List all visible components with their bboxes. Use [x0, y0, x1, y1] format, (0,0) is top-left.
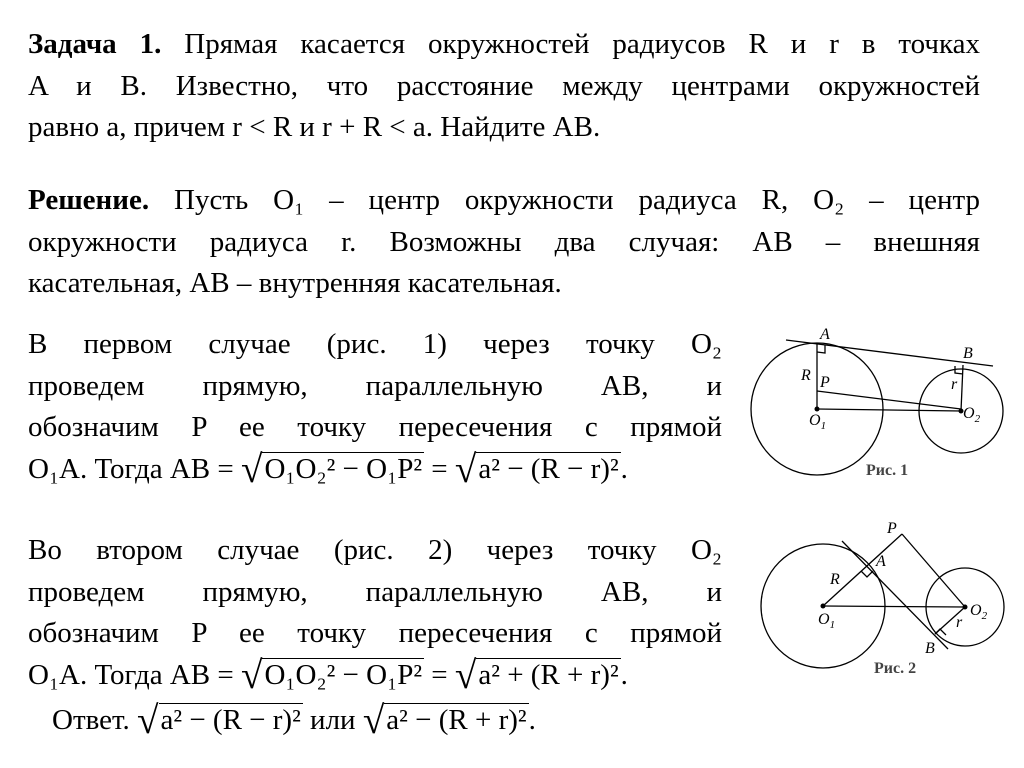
figure-1-label-O2: $O_2$: [963, 405, 981, 425]
figure-2-point-O2: [963, 605, 968, 610]
figure-1-parallel-line: [817, 391, 961, 409]
figure-2-label-O1: $O_1$: [818, 611, 836, 631]
case-1-radical-lhs: √O₁O₂² − O₁P²: [241, 447, 423, 491]
case-2-line-4-prefix: O₁A. Тогда AB =: [28, 658, 234, 691]
case-1-text: [28, 324, 722, 490]
figure-2-label-P: P: [887, 520, 897, 537]
figure-2-label-B: B: [925, 640, 935, 657]
case-2-formula-rhs: a² + (R + r)²: [478, 658, 619, 691]
problem-line-1: Прямая касается окружностей радиусов R и r в точках: [184, 28, 981, 60]
case-2-formula-line: O₁A. Тогда AB = √O₁O₂² − O₁P² = √a² + (R + r)².: [28, 653, 628, 697]
answer-value-1: a² − (R − r)²: [160, 704, 301, 736]
answer-line: Ответ. √a² − (R − r)² или √a² − (R + r)².: [52, 699, 536, 742]
case-1-formula-lhs: O₁O₂² − O₁P²: [264, 452, 423, 485]
problem-line-3: равно a, причем r < R и r + R < a. Найдите AB.: [28, 111, 601, 143]
figure-1-label-r: r: [951, 376, 958, 393]
figure-2-label-O2: $O_2$: [970, 602, 988, 622]
case-2-line-1: Во втором случае (рис. 2) через точку O₂: [28, 534, 722, 566]
figure-1-right-angle-B: [955, 366, 963, 374]
case-1-line-4-prefix: O₁A. Тогда AB =: [28, 452, 234, 485]
figure-1-point-O1: [815, 407, 820, 412]
case-2-line-3: обозначим P ее точку пересечения с прямой: [28, 617, 722, 649]
figure-2-caption: Рис. 2: [874, 660, 917, 677]
case-1-line-2: проведем прямую, параллельную AB, и: [28, 369, 722, 402]
case-1-radical-rhs: √a² − (R − r)²: [454, 447, 619, 491]
solution-intro: [28, 180, 980, 305]
figure-1-label-B: B: [963, 345, 973, 362]
case-1-line-3: обозначим P ее точку пересечения с прямой: [28, 411, 722, 443]
problem-heading: Задача 1.: [28, 28, 162, 60]
case-1-formula-line: O₁A. Тогда AB = √O₁O₂² − O₁P² = √a² − (R − r)².: [28, 447, 628, 491]
case-1-line-1: В первом случае (рис. 1) через точку O₂: [28, 328, 722, 360]
figure-2-point-O1: [821, 604, 826, 609]
case-2-formula-lhs: O₁O₂² − O₁P²: [264, 658, 423, 691]
case-2-text: [28, 530, 722, 696]
figure-2-label-A: A: [876, 553, 886, 570]
figure-2: [750, 516, 1016, 688]
figure-2-label-r: r: [956, 614, 963, 631]
figure-1-center-segment: [817, 409, 961, 411]
problem-statement: [28, 24, 980, 149]
figure-2-center-segment: [823, 606, 965, 607]
answer-value-2: a² − (R + r)²: [386, 704, 527, 736]
case-2-radical-lhs: √O₁O₂² − O₁P²: [241, 653, 423, 697]
figure-2-parallel-line: [902, 534, 965, 607]
problem-line-2: A и B. Известно, что расстояние между центрами окружностей: [28, 69, 980, 102]
figure-1-caption: Рис. 1: [866, 462, 909, 479]
figure-2-label-R: R: [830, 571, 840, 588]
figure-1: [740, 318, 1010, 490]
figure-2-right-angle-A: [861, 571, 873, 577]
case-1-formula-rhs: a² − (R − r)²: [478, 452, 619, 485]
figure-1-label-P: P: [820, 374, 830, 391]
figure-2-internal-tangent: [842, 541, 948, 649]
answer-radical-2: √a² − (R + r)²: [362, 699, 527, 742]
answer-radical-1: √a² − (R − r)²: [137, 699, 301, 742]
case-2-radical-rhs: √a² + (R + r)²: [454, 653, 619, 697]
answer-connector: или: [310, 704, 356, 736]
solution-line-1: Пусть O₁ – центр окружности радиуса R, O₂ – центр: [174, 184, 980, 216]
figure-1-label-O1: $O_1$: [809, 412, 827, 432]
figure-1-label-A: A: [820, 326, 830, 343]
answer-label: Ответ.: [52, 704, 130, 736]
figure-1-right-angle-A: [817, 345, 825, 353]
solution-heading: Решение.: [28, 184, 150, 216]
figure-1-label-R: R: [801, 367, 811, 384]
case-2-line-2: проведем прямую, параллельную AB, и: [28, 575, 722, 608]
solution-line-3: касательная, AB – внутренняя касательная.: [28, 267, 562, 299]
solution-line-2: окружности радиуса r. Возможны два случая: AB – внешняя: [28, 225, 980, 258]
